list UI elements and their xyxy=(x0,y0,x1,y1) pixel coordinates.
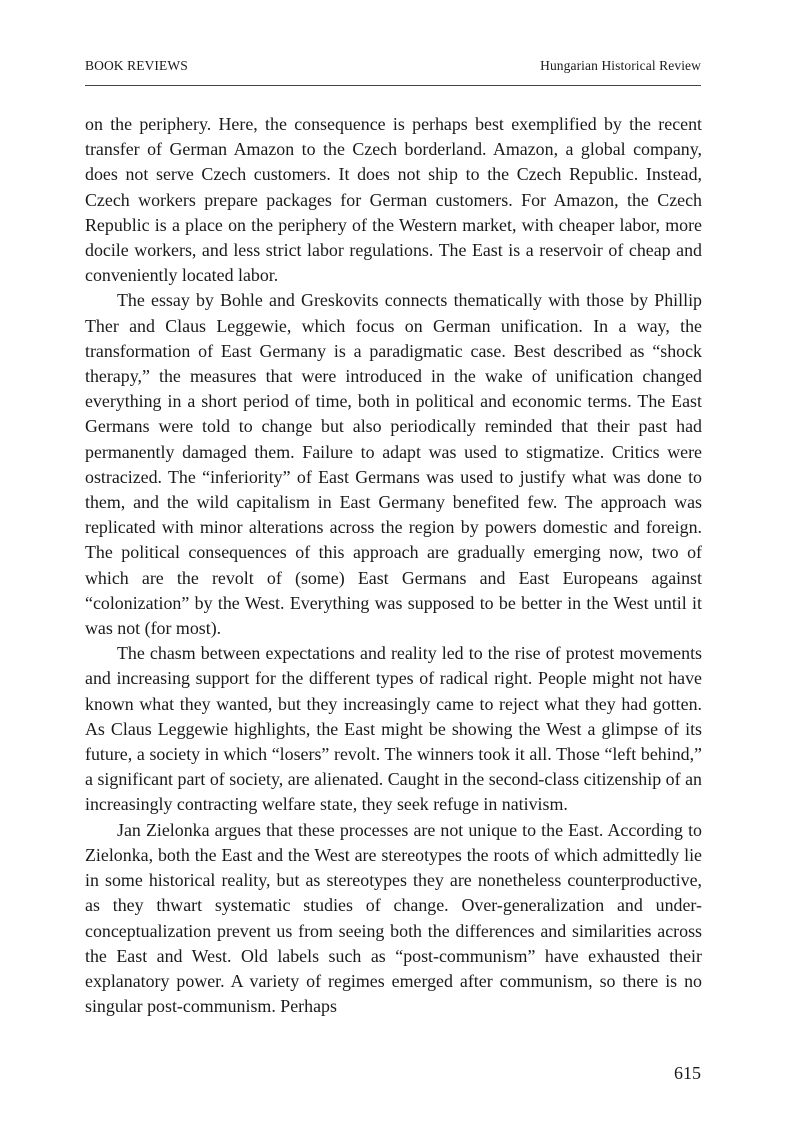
paragraph-1: on the periphery. Here, the consequence is perhaps best exemplified by the recent transfer of German Amazon to the Czech borderland. Amazon, a global company, does not serve Czech customers. It does not ship to the Czech Republic. Instead, Czech workers prepare packages for German customers. For Amazon, the Czech Republic is a place on the periphery of the Western market, with cheaper labor, more docile workers, and less strict labor regulations. The East is a reservoir of cheap and conveniently located labor. xyxy=(85,114,702,286)
section-label: BOOK REVIEWS xyxy=(85,58,188,73)
paragraph-4: Jan Zielonka argues that these processes are not unique to the East. According to Zielonka, both the East and the West are stereotypes the roots of which admittedly lie in some historical reality, but as stereotypes they are nonetheless counterproductive, as they thwart systematic studies of change. Over-generalization and under-conceptualization prevent us from seeing both the differences and similarities across the East and West. Old labels such as “post-communism” have exhausted their explanatory power. A variety of regimes emerged after communism, so there is no singular post-communism. Perhaps xyxy=(85,819,702,1017)
journal-title: Hungarian Historical Review xyxy=(540,58,701,73)
paragraph-2: The essay by Bohle and Greskovits connects thematically with those by Phillip Ther and Claus Leggewie, which focus on German unification. In a way, the transformation of East Germany is a paradigmatic case. Best described as “shock therapy,” the measures that were introduced in the wake of unification changed everything in a short period of time, both in political and economic terms. The East Germans were told to change but also periodically reminded that their past had permanently damaged them. Failure to adapt was used to stigmatize. Critics were ostracized. The “inferiority” of East Germans was used to justify what was done to them, and the wild capitalism in East Germany benefited few. The approach was replicated with minor alterations across the region by powers domestic and foreign. The political consequences of this approach are gradually emerging now, two of which are the revolt of (some) East Germans and East Europeans against “colonization” by the West. Everything was supposed to be better in the West until it was not (for most). xyxy=(85,290,702,639)
body-text xyxy=(85,112,702,1019)
paragraph-3: The chasm between expectations and reality led to the rise of protest movements and increasing support for the different types of radical right. People might not have known what they wanted, but they increasingly came to reject what they had gotten. As Claus Leggewie highlights, the East might be showing the West a glimpse of its future, a society in which “losers” revolt. The winners took it all. Those “left behind,” a significant part of society, are alienated. Caught in the second-class citizenship of an increasingly contracting welfare state, they seek refuge in nativism. xyxy=(85,643,702,815)
running-header xyxy=(85,58,701,74)
header-rule xyxy=(85,85,701,86)
page-number: 615 xyxy=(674,1063,701,1083)
